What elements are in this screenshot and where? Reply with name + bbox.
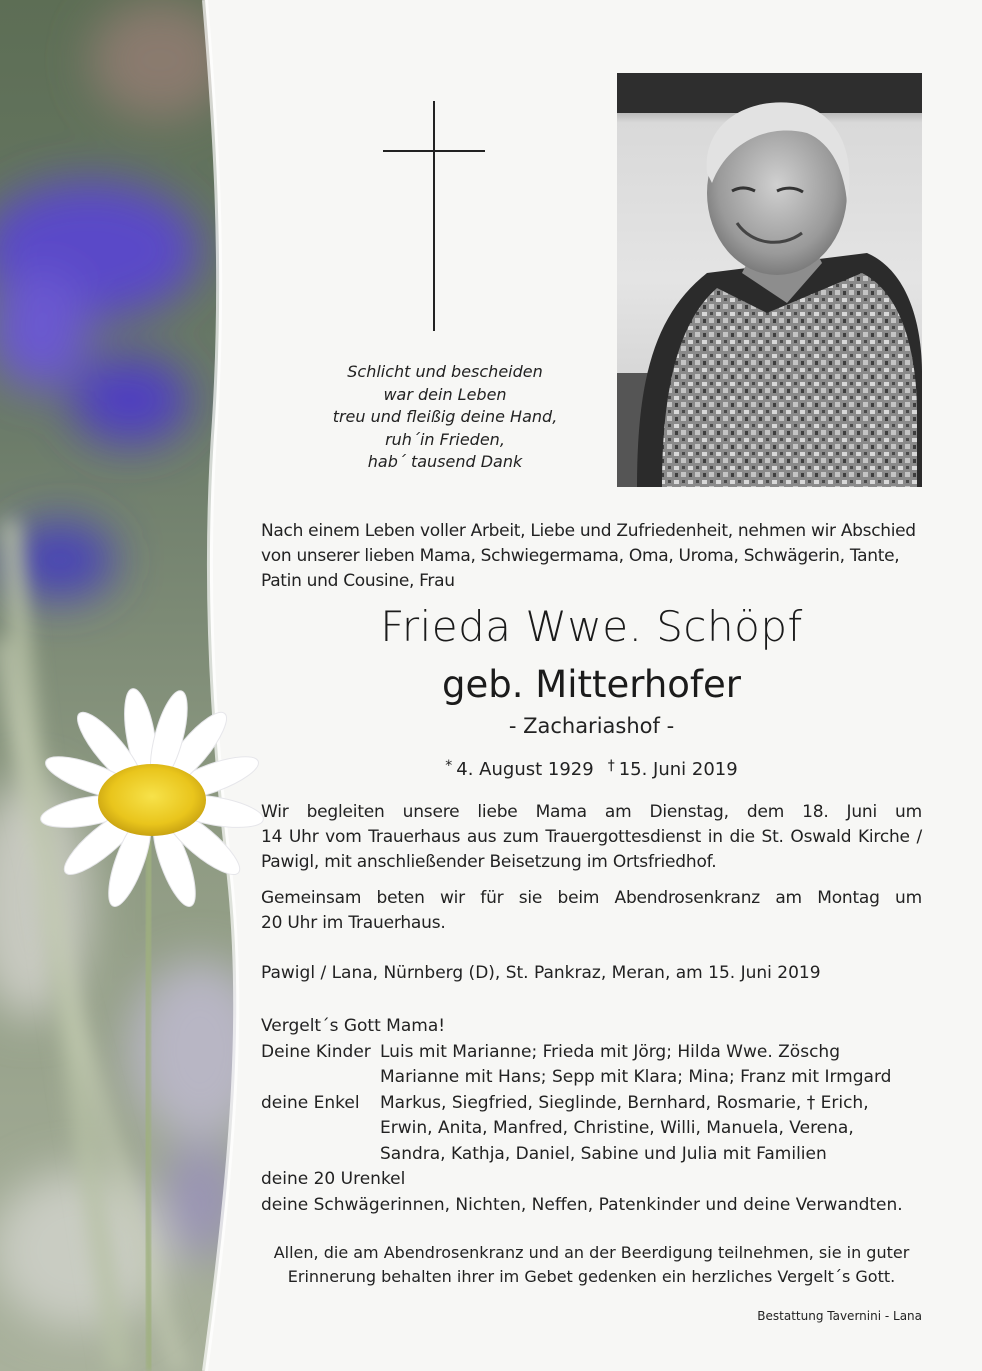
poem-line: treu und fleißig deine Hand, — [332, 407, 558, 426]
cross-icon — [383, 101, 485, 331]
life-dates — [261, 752, 922, 784]
children-label: Deine Kinder — [261, 1041, 371, 1062]
paragraph-line: 14 Uhr vom Trauerhaus aus zum Trauergottesdienst in die St. Oswald Kirche / — [261, 827, 922, 847]
funeral-paragraph — [261, 800, 922, 875]
intro-text — [261, 519, 922, 594]
mourners-list — [261, 1014, 922, 1218]
poem-line: ruh´in Frieden, — [385, 429, 505, 449]
relatives-line: deine Schwägerinnen, Nichten, Neffen, Patenkinder und deine Verwandten. — [261, 1194, 903, 1215]
funeral-home-credit: Bestattung Tavernini - Lana — [757, 1309, 922, 1323]
poem — [305, 361, 585, 474]
paragraph-line: 20 Uhr im Trauerhaus. — [261, 913, 446, 933]
intro-line: Nach einem Leben voller Arbeit, Liebe und Zufriedenheit, nehmen wir Abschied — [261, 521, 916, 541]
poem-line: hab´ tausend Dank — [367, 452, 523, 471]
paragraph-line: Pawigl, mit anschließender Beisetzung im Ortsfriedhof. — [261, 852, 717, 872]
place-date: Pawigl / Lana, Nürnberg (D), St. Pankraz, Meran, am 15. Juni 2019 — [261, 963, 821, 983]
grandchildren-label: deine Enkel — [261, 1092, 360, 1113]
closing-text — [261, 1241, 922, 1289]
birth-date: 4. August 1929 — [456, 759, 594, 780]
death-symbol: † — [607, 758, 615, 774]
children-names: Marianne mit Hans; Sepp mit Klara; Mina; Franz mit Irmgard — [380, 1067, 892, 1087]
portrait-photo — [617, 73, 922, 487]
deceased-name: Frieda Wwe. Schöpf — [380, 602, 803, 651]
death-date: 15. Juni 2019 — [618, 759, 738, 780]
rosary-paragraph — [261, 886, 922, 936]
grandchildren-names: Markus, Siegfried, Sieglinde, Bernhard, Rosmarie, † Erich, — [380, 1092, 869, 1113]
thanks-line: Vergelt´s Gott Mama! — [261, 1016, 446, 1036]
paragraph-line: Gemeinsam beten wir für sie beim Abendrosenkranz am Montag um — [261, 888, 922, 908]
grandchildren-names: Erwin, Anita, Manfred, Christine, Willi, Manuela, Verena, — [380, 1118, 854, 1138]
birth-symbol: * — [445, 758, 453, 774]
maiden-name: geb. Mitterhofer — [442, 663, 741, 706]
closing-line: Erinnerung behalten ihrer im Gebet gedenken ein herzliches Vergelt´s Gott. — [287, 1267, 896, 1286]
farm-name: - Zachariashof - — [508, 714, 675, 738]
poem-line: war dein Leben — [383, 384, 507, 404]
paragraph-line: Wir begleiten unsere liebe Mama am Dienstag, dem 18. Juni um — [261, 802, 922, 822]
intro-line: Patin und Cousine, Frau — [261, 571, 455, 591]
great-grandchildren-line: deine 20 Urenkel — [261, 1169, 406, 1189]
grandchildren-names: Sandra, Kathja, Daniel, Sabine und Julia mit Familien — [380, 1143, 827, 1164]
children-names: Luis mit Marianne; Frieda mit Jörg; Hilda Wwe. Zöschg — [380, 1041, 840, 1062]
intro-line: von unserer lieben Mama, Schwiegermama, Oma, Uroma, Schwägerin, Tante, — [261, 546, 900, 566]
poem-line: Schlicht und bescheiden — [347, 362, 543, 381]
closing-line: Allen, die am Abendrosenkranz und an der Beerdigung teilnehmen, sie in guter — [273, 1243, 910, 1262]
